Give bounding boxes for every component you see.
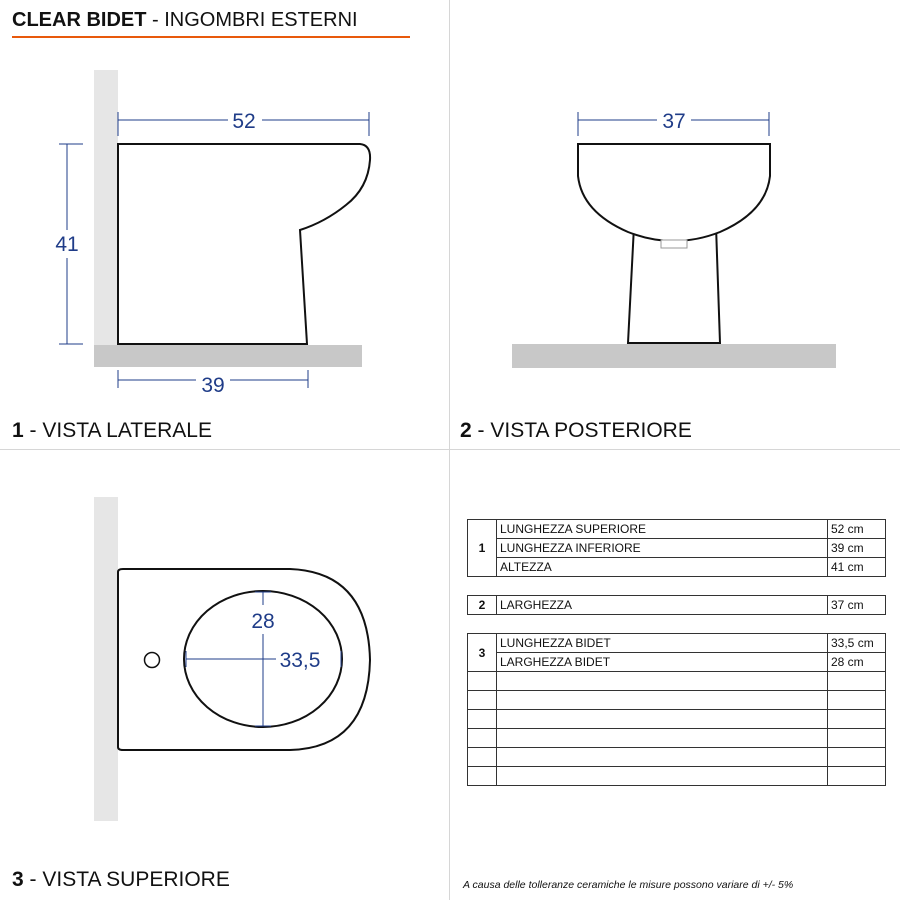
table-row xyxy=(468,653,886,672)
table-empty-cell xyxy=(828,729,886,748)
table-cell-label: LUNGHEZZA INFERIORE xyxy=(497,539,828,558)
caption-rear-label: - VISTA POSTERIORE xyxy=(471,419,692,442)
table-empty-cell xyxy=(468,767,497,786)
table-empty-row xyxy=(468,767,886,786)
rear-drain xyxy=(661,240,687,248)
table-empty-row xyxy=(468,710,886,729)
side-wall xyxy=(94,70,118,345)
table-group-index: 3 xyxy=(468,634,497,672)
table-empty-cell xyxy=(497,691,828,710)
table-empty-cell xyxy=(828,748,886,767)
table-cell-value: 28 cm xyxy=(828,653,886,672)
caption-side-num: 1 xyxy=(12,419,24,442)
table-row xyxy=(468,596,886,615)
table-gap-row xyxy=(468,577,886,596)
table-cell-value: 52 cm xyxy=(828,520,886,539)
table-empty-row xyxy=(468,691,886,710)
table-cell-value: 39 cm xyxy=(828,539,886,558)
top-dim-bowl-length: 33,5 xyxy=(279,649,321,672)
table-row xyxy=(468,634,886,653)
dimensions-table xyxy=(467,519,886,786)
table-empty-rows xyxy=(468,672,886,786)
table-cell-label: LUNGHEZZA BIDET xyxy=(497,634,828,653)
table-empty-cell xyxy=(497,672,828,691)
caption-top-label: - VISTA SUPERIORE xyxy=(23,868,230,891)
table-group-index: 1 xyxy=(468,520,497,577)
table-group-index: 2 xyxy=(468,596,497,615)
table-empty-cell xyxy=(497,710,828,729)
table-gap-row xyxy=(468,615,886,634)
table-cell-value: 41 cm xyxy=(828,558,886,577)
caption-side-view xyxy=(12,418,212,444)
side-bidet-outline xyxy=(118,144,370,344)
side-dim-height: 41 xyxy=(55,233,79,256)
table-empty-cell xyxy=(828,691,886,710)
table-empty-cell xyxy=(468,691,497,710)
top-dim-bowl-width: 28 xyxy=(251,610,275,633)
caption-rear-view xyxy=(460,418,692,444)
table-empty-cell xyxy=(497,748,828,767)
caption-top-num: 3 xyxy=(12,868,24,891)
side-dim-bottom: 39 xyxy=(201,374,225,397)
rear-dim-width: 37 xyxy=(662,110,686,133)
table-cell-label: LARGHEZZA xyxy=(497,596,828,615)
side-floor xyxy=(94,345,362,367)
table-empty-row xyxy=(468,748,886,767)
table-empty-cell xyxy=(828,767,886,786)
table-empty-cell xyxy=(828,672,886,691)
top-wall xyxy=(94,497,118,821)
table-row xyxy=(468,558,886,577)
table-empty-cell xyxy=(468,710,497,729)
rear-bidet-bowl xyxy=(578,144,770,241)
caption-top-view xyxy=(12,867,230,893)
table-cell-label: LUNGHEZZA SUPERIORE xyxy=(497,520,828,539)
faucet-hole xyxy=(145,653,160,668)
table-empty-cell xyxy=(468,748,497,767)
caption-rear-num: 2 xyxy=(460,419,472,442)
table-row xyxy=(468,520,886,539)
table-empty-row xyxy=(468,672,886,691)
table-empty-row xyxy=(468,729,886,748)
table-empty-cell xyxy=(468,672,497,691)
table-empty-cell xyxy=(828,710,886,729)
side-dim-top: 52 xyxy=(232,110,256,133)
tolerance-footnote: A causa delle tolleranze ceramiche le misure possono variare di +/- 5% xyxy=(463,879,794,891)
table-empty-cell xyxy=(497,729,828,748)
table-cell-label: ALTEZZA xyxy=(497,558,828,577)
title-subtitle: - INGOMBRI ESTERNI xyxy=(146,9,358,31)
rear-floor xyxy=(512,344,836,368)
rear-view-drawing xyxy=(512,110,836,368)
title-product: CLEAR BIDET xyxy=(12,9,147,31)
table-empty-cell xyxy=(497,767,828,786)
table-empty-cell xyxy=(468,729,497,748)
top-view-drawing xyxy=(94,497,370,821)
side-view-drawing xyxy=(55,70,370,397)
table-cell-value: 33,5 cm xyxy=(828,634,886,653)
table-row xyxy=(468,539,886,558)
table-cell-label: LARGHEZZA BIDET xyxy=(497,653,828,672)
table-cell-value: 37 cm xyxy=(828,596,886,615)
caption-side-label: - VISTA LATERALE xyxy=(23,419,212,442)
